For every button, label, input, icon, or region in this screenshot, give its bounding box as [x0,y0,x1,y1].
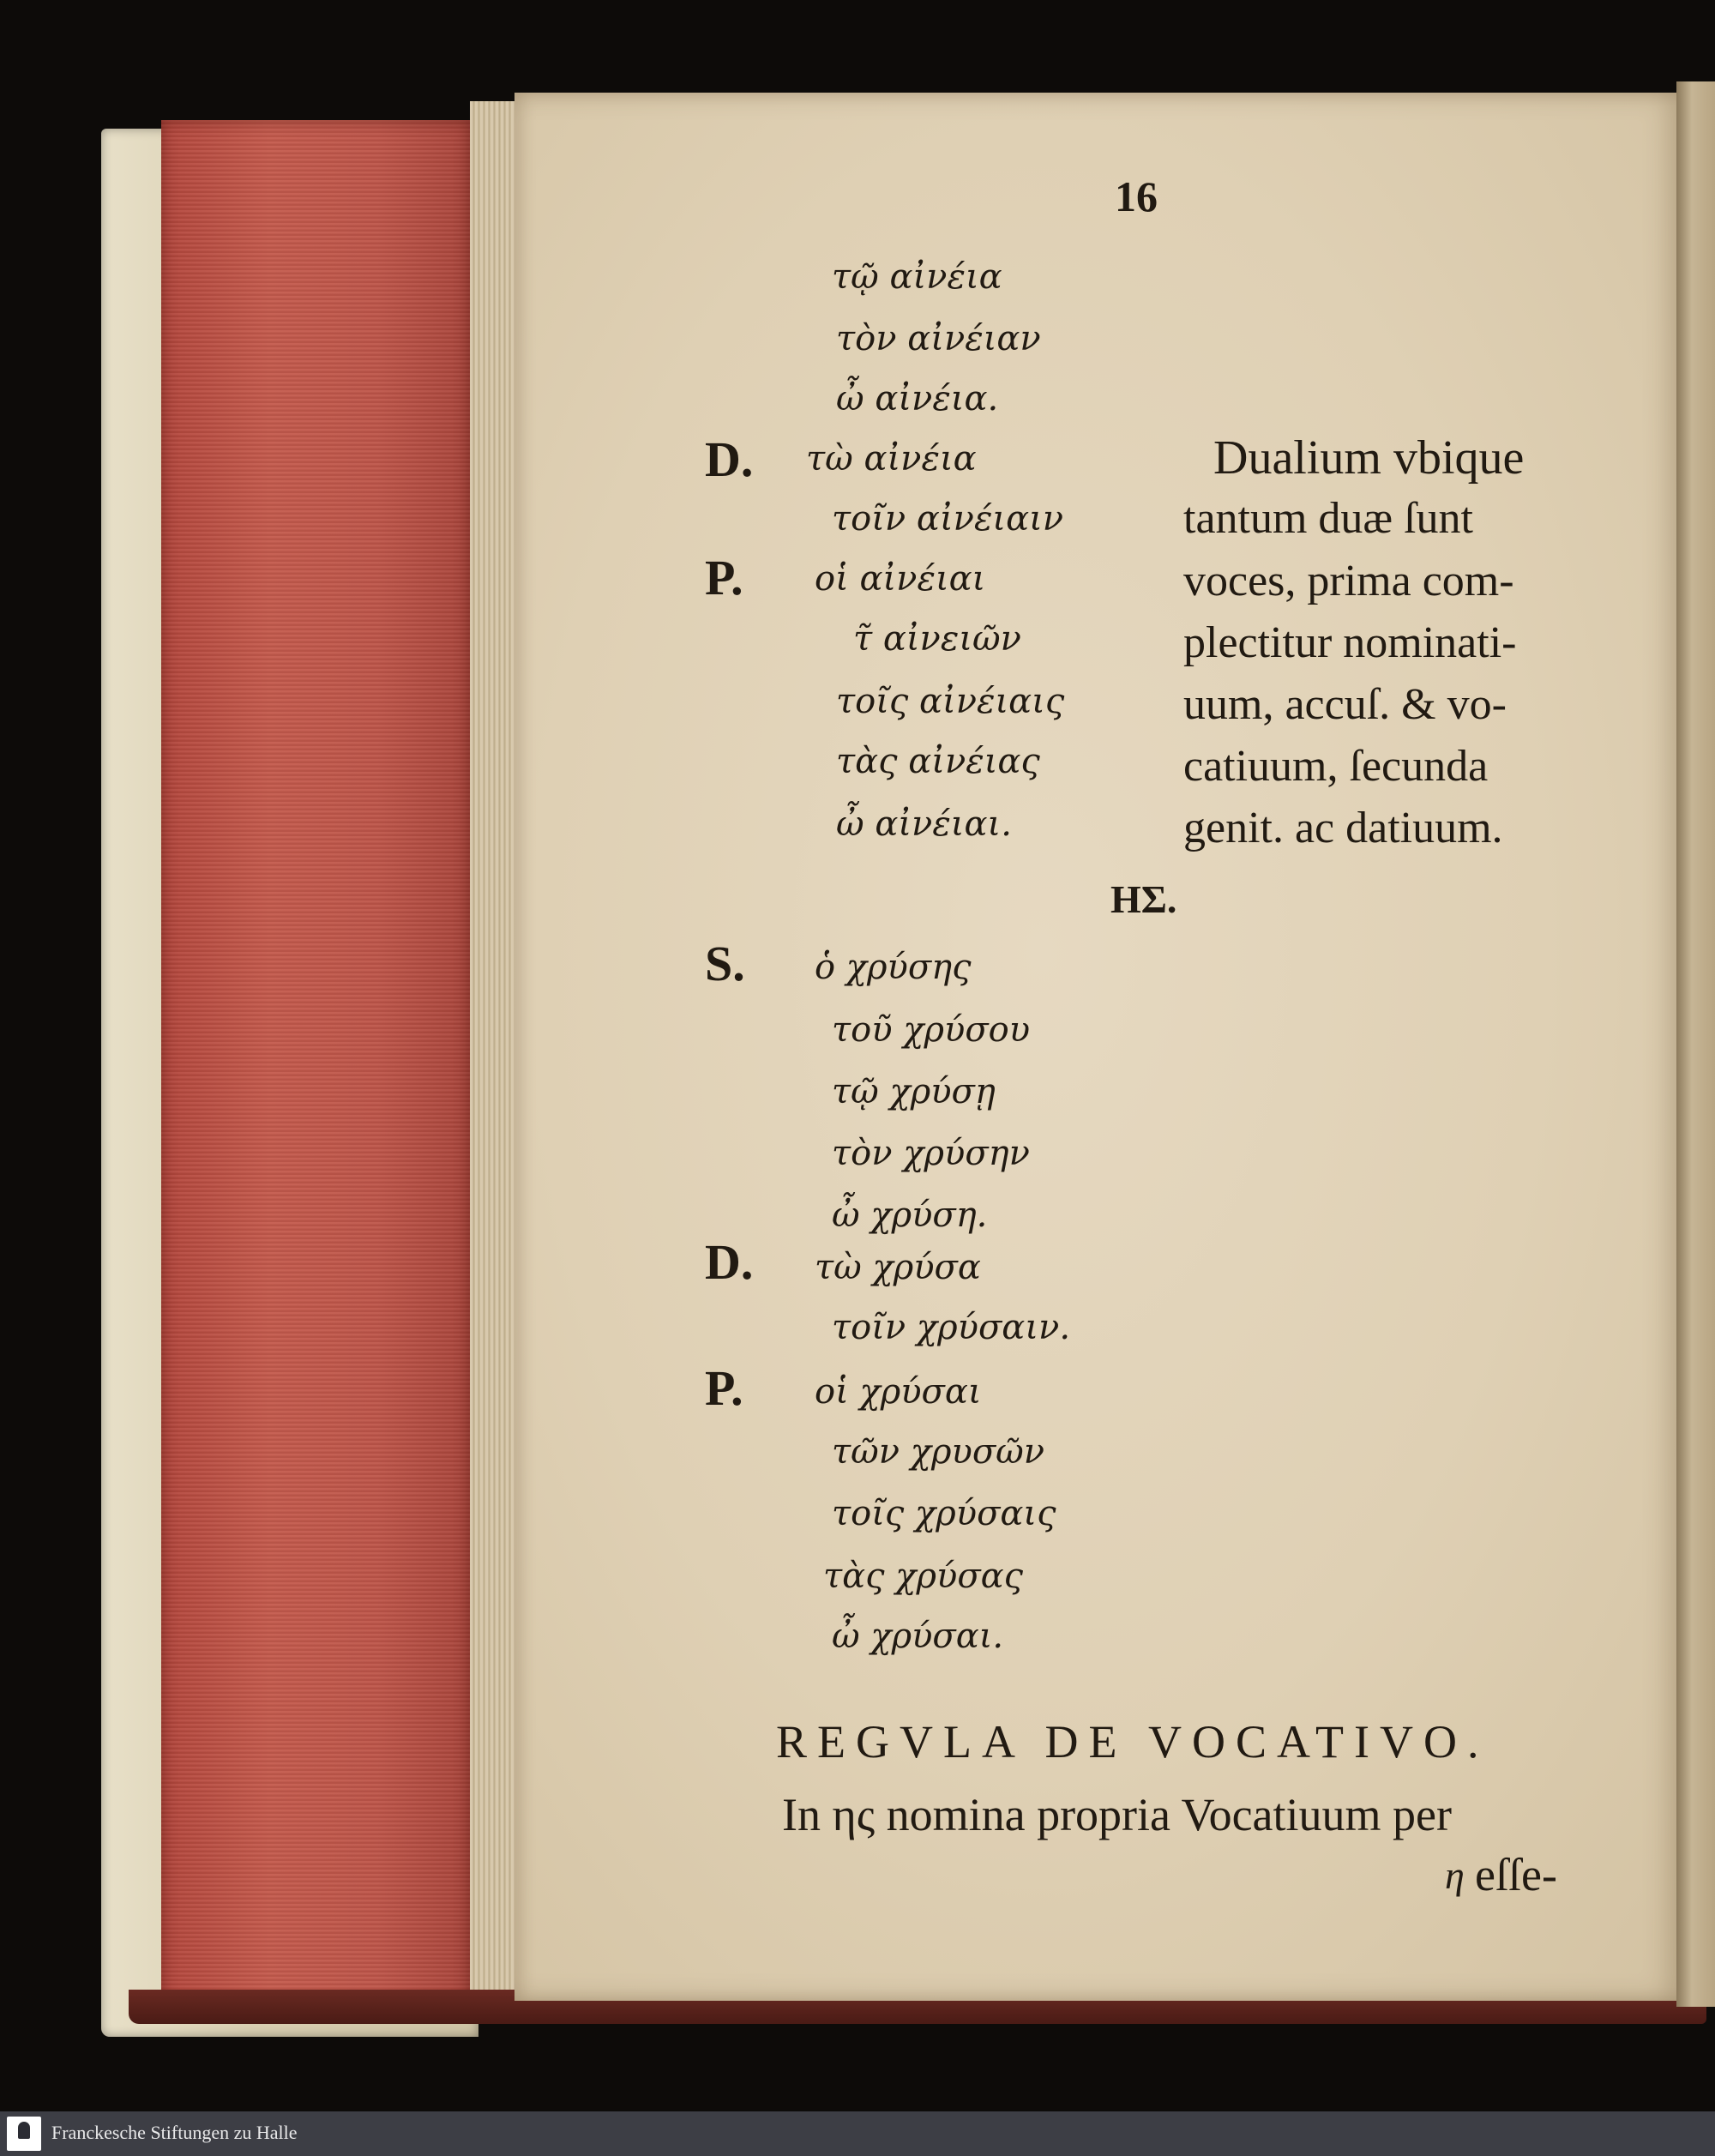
page-gutter [1676,81,1715,2007]
note-line: uum, accuſ. & vo- [1183,680,1507,729]
greek-line: τῷ χρύσῃ [832,1072,996,1111]
case-letter-plural: P. [705,1360,743,1416]
greek-line: ὦ χρύσαι. [832,1617,1004,1656]
institution-name: Franckesche Stiftungen zu Halle [51,2122,298,2143]
greek-line: τὰς αἰνέιας [836,742,1040,781]
greek-line: τὸν χρύσην [832,1134,1030,1173]
case-letter-singular: S. [705,936,745,991]
case-letter-dual: D. [705,1234,754,1290]
page-number: 16 [1115,172,1158,220]
note-line: tantum duæ ſunt [1183,494,1473,543]
greek-line: οἱ αἰνέιαι [815,559,986,599]
greek-line: ὦ χρύση. [832,1195,988,1235]
greek-line: οἱ χρύσαι [815,1372,982,1412]
greek-line: τοῦ χρύσου [832,1010,1031,1050]
greek-line: τοῖς χρύσαις [832,1494,1056,1533]
greek-line: τῶν χρυσῶν [832,1432,1045,1472]
note-line: Dualium vbique [1213,431,1525,485]
greek-line: ὁ χρύσης [815,948,972,987]
greek-line: τῷ αἰνέια [832,257,1002,297]
greek-line: τοῖν χρύσαιν. [832,1308,1071,1347]
catchword: eſſe- [1475,1849,1557,1900]
greek-line: τὰς χρύσας [823,1557,1024,1596]
greek-line: τὼ χρύσα [815,1248,981,1287]
note-line: plectitur nominati- [1183,618,1517,667]
rule-text: In ης nomina propria Vocatiuum per [782,1789,1452,1840]
greek-line: ὦ αἰνέια. [836,379,999,419]
greek-line: τὼ αἰνέια [806,439,977,479]
catchword-mark: η [1445,1853,1465,1897]
case-letter-plural: P. [705,550,743,605]
rule-heading: REGVLA DE VOCATIVO. [776,1716,1489,1768]
greek-line: τοῖν αἰνέιαιν [832,499,1064,539]
greek-line: τ̃ αἰνειῶν [853,619,1021,659]
note-line: genit. ac datiuum. [1183,804,1503,852]
institution-logo-icon [7,2117,41,2151]
page-edge-red [161,120,470,2007]
note-line: catiuum, ſecunda [1183,742,1489,791]
greek-line: ὦ αἰνέιαι. [836,804,1012,844]
case-letter-dual: D. [705,431,754,487]
greek-line: τοῖς αἰνέιαις [836,682,1065,721]
heading-hs: ΗΣ. [1110,877,1177,921]
footer-bar [0,2111,1715,2156]
note-line: voces, prima com- [1183,557,1514,605]
greek-line: τὸν αἰνέιαν [836,319,1041,358]
